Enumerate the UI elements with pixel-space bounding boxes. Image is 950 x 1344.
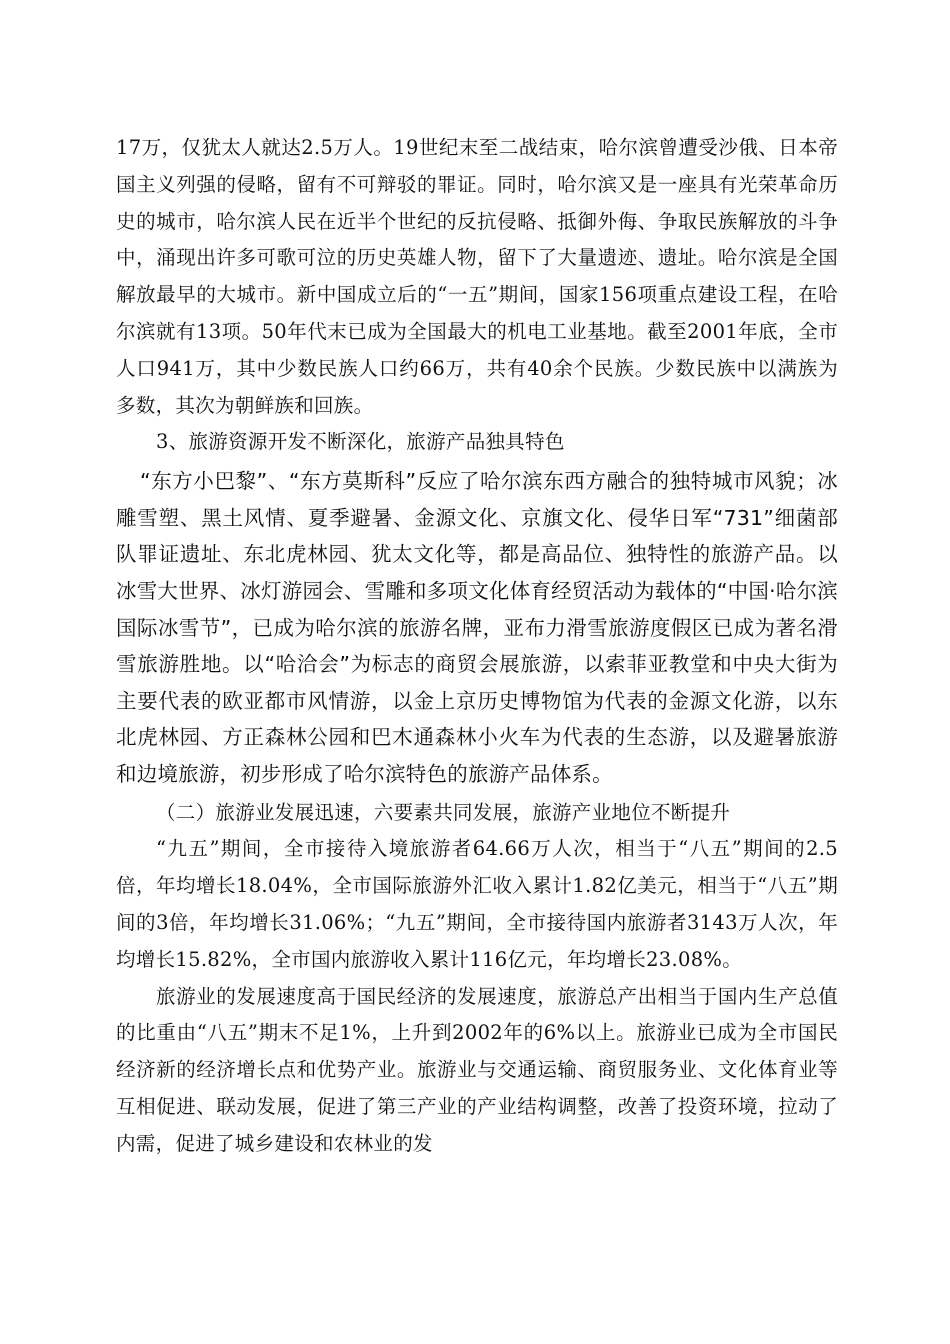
document-body-bottom — [116, 795, 838, 1163]
paragraph-tourism-economy: 旅游业的发展速度高于国民经济的发展速度，旅游总产出相当于国内生产总值的比重由“八五”期末不足1%，上升到2002年的6%以上。旅游业已成为全市国民经济新的经济增长点和优势产业。旅游业与交通运输、商贸服务业、文化体育业等互相促进、联动发展，促进了第三产业的产业结构调整，改善了投资环境，拉动了内需，促进了城乡建设和农林业的发 — [116, 984, 838, 1155]
paragraph-ninth-five-year-statistics: “九五”期间，全市接待入境旅游者64.66万人次，相当于“八五”期间的2.5倍，年均增长18.04%，全市国际旅游外汇收入累计1.82亿美元，相当于“八五”期间的3倍，年均增长31.06%；“九五”期间，全市接待国内旅游者3143万人次，年均增长15.82%，全市国内旅游收入累计116亿元，年均增长23.08%。 — [116, 837, 838, 971]
paragraph-tourism-products: “东方小巴黎”、“东方莫斯科”反应了哈尔滨东西方融合的独特城市风貌；冰雕雪塑、黑土风情、夏季避暑、金源文化、京旗文化、侵华日军“731”细菌部队罪证遗址、东北虎林园、犹太文化等，都是高品位、独特性的旅游产品。以冰雪大世界、冰灯游园会、雪雕和多项文化体育经贸活动为载体的“中国·哈尔滨国际冰雪节”，已成为哈尔滨的旅游名牌，亚布力滑雪旅游度假区已成为著名滑雪旅游胜地。以“哈洽会”为标志的商贸会展旅游，以索菲亚教堂和中央大街为主要代表的欧亚都市风情游，以金上京历史博物馆为代表的金源文化游，以东北虎林园、方正森林公园和巴木通森林小火车为代表的生态游，以及避暑旅游和边境旅游，初步形成了哈尔滨特色的旅游产品体系。 — [116, 469, 838, 786]
section-heading-tourism-development: （二）旅游业发展迅速，六要素共同发展，旅游产业地位不断提升 — [156, 800, 731, 824]
paragraph-population-history: 17万，仅犹太人就达2.5万人。19世纪末至二战结束，哈尔滨曾遭受沙俄、日本帝国主义列强的侵略，留有不可辩驳的罪证。同时，哈尔滨又是一座具有光荣革命历史的城市，哈尔滨人民在近半个世纪的反抗侵略、抵御外侮、争取民族解放的斗争中，涌现出许多可歌可泣的历史英雄人物，留下了大量遗迹、遗址。哈尔滨是全国解放最早的大城市。新中国成立后的“一五”期间，国家156项重点建设工程，在哈尔滨就有13项。50年代末已成为全国最大的机电工业基地。截至2001年底，全市人口941万，其中少数民族人口约66万，共有40余个民族。少数民族中以满族为多数，其次为朝鲜族和回族。 — [116, 136, 838, 417]
document-body-top — [116, 130, 838, 461]
document-page — [116, 130, 838, 1162]
section-heading-tourism-resources: 3、旅游资源开发不断深化，旅游产品独具特色 — [156, 430, 565, 454]
